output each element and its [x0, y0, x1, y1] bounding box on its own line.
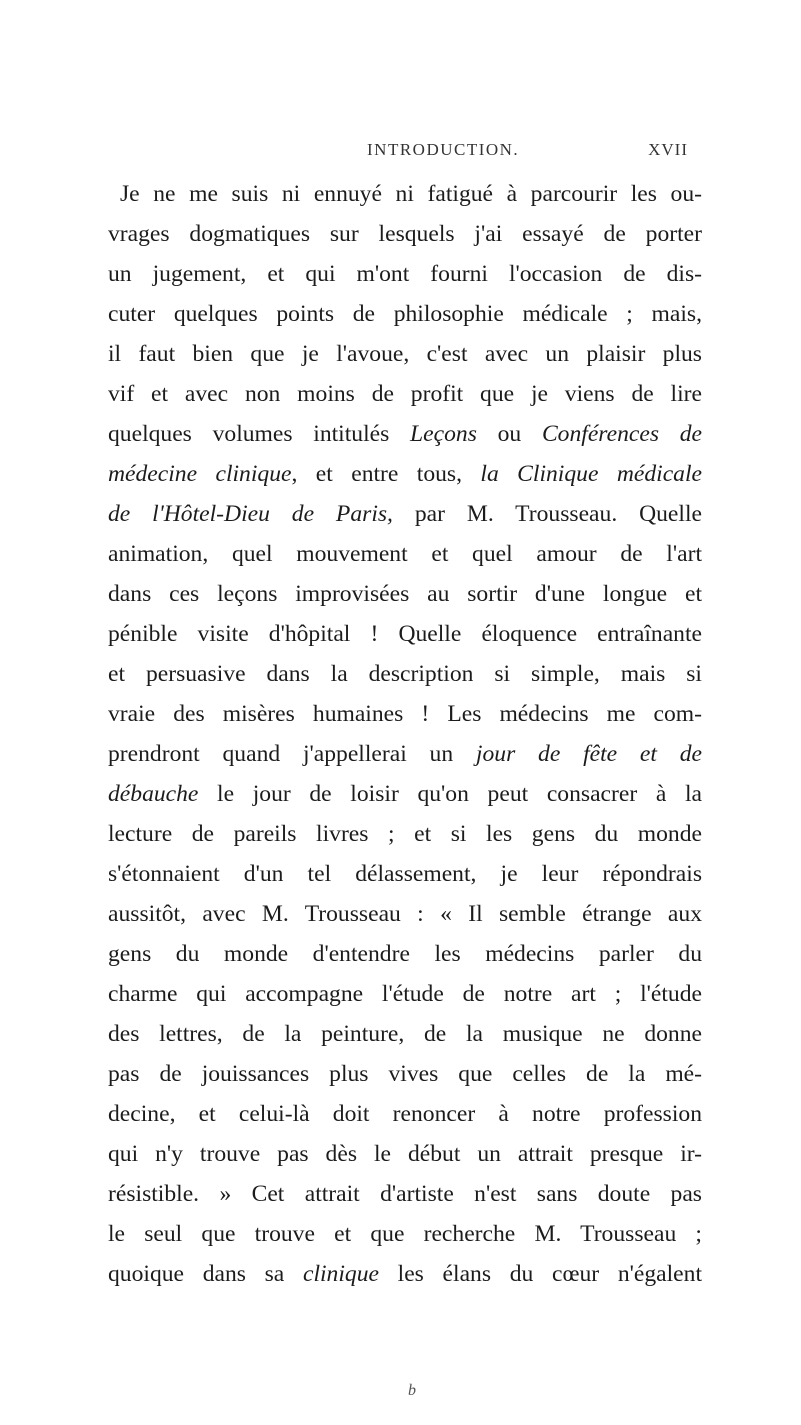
text-run: le jour de loisir qu'on peut consacrer à la [198, 781, 702, 807]
text-run: les élans du cœur n'égalent [378, 1261, 702, 1287]
text-run: quelques volumes intitulés [108, 421, 411, 447]
text-run: pénible visite d'hôpital ! Quelle éloquence entraînante [108, 621, 702, 647]
text-run: animation, quel mouvement et quel amour de l'art [108, 541, 702, 567]
text-line [108, 1174, 702, 1214]
text-run: dans ces leçons improvisées au sortir d'une longue et [108, 581, 702, 607]
page-number: XVII [648, 140, 688, 159]
text-run: prendront quand j'appellerai un [108, 741, 476, 767]
text-line [108, 934, 702, 974]
text-run: ou [476, 421, 542, 447]
signature-mark: b [408, 1382, 416, 1399]
text-run: lecture de pareils livres ; et si les gens du monde [108, 821, 702, 847]
text-line [108, 1134, 702, 1174]
text-line [108, 214, 702, 254]
text-line [108, 854, 702, 894]
text-run: Je ne me suis ni ennuyé ni fatigué à parcourir les ou- [120, 181, 702, 207]
text-run: cuter quelques points de philosophie médicale ; mais, [108, 301, 702, 327]
text-line [108, 614, 702, 654]
text-line [108, 654, 702, 694]
italic-text: la Clinique médicale [480, 461, 702, 487]
text-run: pas de jouissances plus vives que celles de la mé- [108, 1061, 702, 1087]
italic-text: jour de fête et de [475, 741, 702, 767]
text-run: , et entre tous, [291, 461, 481, 487]
text-run: résistible. » Cet attrait d'artiste n'est sans doute pas [108, 1181, 702, 1207]
text-run: des lettres, de la peinture, de la musique ne donne [108, 1021, 702, 1047]
text-run: charme qui accompagne l'étude de notre art ; l'étude [108, 981, 702, 1007]
text-run: il faut bien que je l'avoue, c'est avec un plaisir plus [108, 341, 702, 367]
text-line [108, 334, 702, 374]
text-run: aussitôt, avec M. Trousseau : « Il semble étrange aux [108, 901, 702, 927]
italic-text: médecine clinique [108, 461, 292, 487]
text-run: par M. Trousseau. Quelle [392, 501, 702, 527]
text-line [108, 1014, 702, 1054]
text-line [108, 694, 702, 734]
text-run: vif et avec non moins de profit que je viens de lire [108, 381, 702, 407]
text-run: qui n'y trouve pas dès le début un attrait presque ir- [108, 1141, 702, 1167]
text-line [108, 294, 702, 334]
text-line [108, 814, 702, 854]
italic-text: débauche [108, 781, 199, 807]
italic-text: clinique [302, 1261, 379, 1287]
text-line [108, 534, 702, 574]
text-run: quoique dans sa [108, 1261, 303, 1287]
italic-text: Conférences de [541, 421, 702, 447]
text-line [108, 734, 702, 774]
italic-text: Leçons [410, 421, 477, 447]
body-text [108, 174, 702, 1294]
text-line [108, 494, 702, 534]
text-line [108, 1094, 702, 1134]
text-line [108, 894, 702, 934]
text-run: gens du monde d'entendre les médecins parler du [108, 941, 702, 967]
text-line [108, 454, 702, 494]
text-line [108, 974, 702, 1014]
text-line [108, 1254, 702, 1294]
text-run: et persuasive dans la description si simple, mais si [108, 661, 702, 687]
text-line [108, 574, 702, 614]
text-run: le seul que trouve et que recherche M. Trousseau ; [108, 1221, 702, 1247]
running-head [180, 140, 688, 164]
text-line [108, 1214, 702, 1254]
running-head-title: INTRODUCTION. [367, 140, 520, 159]
italic-text: de l'Hôtel-Dieu de Paris, [108, 501, 393, 527]
text-run: s'étonnaient d'un tel délassement, je leur répondrais [108, 861, 702, 887]
text-line [108, 414, 702, 454]
text-line [108, 254, 702, 294]
text-run: vraie des misères humaines ! Les médecins me com- [108, 701, 702, 727]
text-run: un jugement, et qui m'ont fourni l'occasion de dis- [108, 261, 702, 287]
text-run: decine, et celui-là doit renoncer à notre profession [108, 1101, 702, 1127]
text-line [108, 174, 702, 214]
text-run: vrages dogmatiques sur lesquels j'ai essayé de porter [108, 221, 702, 247]
text-line [108, 1054, 702, 1094]
text-line [108, 374, 702, 414]
text-line [108, 774, 702, 814]
